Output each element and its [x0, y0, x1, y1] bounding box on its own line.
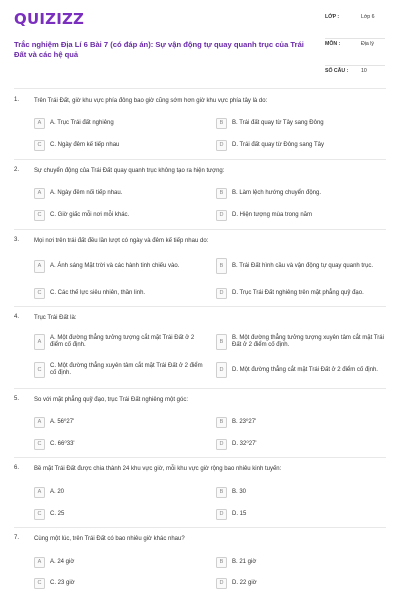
worksheet-title: Trắc nghiệm Địa Lí 6 Bài 7 (có đáp án): Sự vận động tự quay quanh trục của Trái Đất và các hệ quả	[14, 40, 304, 59]
question-text: Cùng một lúc, trên Trái Đất có bao nhiêu giờ khác nhau?	[34, 536, 185, 542]
option-letter: B	[216, 188, 227, 199]
option-letter: D	[216, 140, 227, 151]
option-4b[interactable]	[216, 334, 384, 350]
option-text: C. Giờ giấc mỗi nơi mỗi khác.	[50, 212, 130, 218]
option-7c[interactable]	[34, 578, 204, 589]
meta-class-row	[325, 12, 385, 39]
question-divider	[14, 527, 386, 528]
option-letter: D	[216, 362, 227, 378]
worksheet-meta	[325, 12, 385, 80]
meta-count-label: SỐ CÂU :	[325, 68, 349, 74]
option-7d[interactable]	[216, 578, 384, 589]
option-2a[interactable]	[34, 188, 204, 199]
option-text: D. 32⁰27'	[232, 441, 257, 447]
option-letter: A	[34, 118, 45, 129]
option-letter: B	[216, 557, 227, 568]
option-1c[interactable]	[34, 140, 204, 151]
option-text: C. Ngày đêm kế tiếp nhau	[50, 142, 120, 148]
question-divider	[14, 388, 386, 389]
option-letter: B	[216, 258, 227, 274]
option-letter: D	[216, 288, 227, 299]
option-text: B. Làm lệch hướng chuyển động.	[232, 190, 322, 196]
option-text: A. Ánh sáng Mặt trời và các hành tinh chiếu vào.	[50, 263, 180, 269]
header-divider	[14, 88, 386, 89]
question-divider	[14, 159, 386, 160]
question-text: Bề mặt Trái Đất được chia thành 24 khu vực giờ, mỗi khu vực giờ rộng bao nhiêu kinh tuyến:	[34, 466, 282, 472]
option-text: D. Một đường thẳng cắt mặt Trái Đất ở 2 điểm cố định.	[232, 366, 378, 373]
option-text: B. Trái đất quay từ Tây sang Đông	[232, 120, 324, 126]
meta-subject-value: Địa lý	[361, 41, 374, 47]
option-text: C. 66⁰33'	[50, 441, 75, 447]
option-text: A. 20	[50, 489, 65, 495]
option-letter: B	[216, 118, 227, 129]
option-2b[interactable]	[216, 188, 384, 199]
option-1a[interactable]	[34, 118, 204, 129]
question-divider	[14, 306, 386, 307]
option-4c[interactable]	[34, 362, 208, 378]
question-text: Trục Trái Đất là:	[34, 315, 77, 321]
option-7b[interactable]	[216, 557, 384, 568]
option-4d[interactable]	[216, 362, 384, 378]
option-text: A. Một đường thẳng tưởng tượng cắt mặt Trái Đất ở 2 điểm cố định.	[50, 335, 195, 348]
option-letter: A	[34, 188, 45, 199]
question-number: 3.	[14, 237, 20, 243]
meta-subject-row	[325, 39, 385, 66]
option-text: D. 15	[232, 511, 247, 517]
option-text: A. 56⁰27'	[50, 419, 75, 425]
option-text: D. 22 giờ	[232, 580, 257, 586]
option-letter: C	[34, 362, 45, 378]
option-7a[interactable]	[34, 557, 204, 568]
option-text: D. Trục Trái Đất nghiêng trên mặt phẳng quỹ đạo.	[232, 290, 364, 296]
meta-class-value: Lớp 6	[361, 14, 375, 20]
option-text: B. Trái Đất hình cầu và vận động tự quay quanh trục.	[232, 262, 374, 269]
option-letter: A	[34, 260, 45, 273]
option-letter: B	[216, 334, 227, 350]
option-2d[interactable]	[216, 210, 384, 221]
option-text: C. 23 giờ	[50, 580, 75, 586]
question-text: Sự chuyển động của Trái Đất quay quanh trục không tạo ra hiện tượng:	[34, 168, 225, 174]
option-5d[interactable]	[216, 439, 384, 450]
option-letter: C	[34, 210, 45, 221]
option-1d[interactable]	[216, 140, 384, 151]
option-letter: C	[34, 140, 45, 151]
option-letter: D	[216, 509, 227, 520]
question-text: So với mặt phẳng quỹ đạo, trục Trái Đất nghiêng một góc:	[34, 397, 189, 403]
option-letter: C	[34, 578, 45, 589]
option-4a[interactable]	[34, 334, 208, 350]
option-text: B. 30	[232, 489, 247, 495]
option-letter: C	[34, 439, 45, 450]
option-letter: D	[216, 439, 227, 450]
meta-count-value: 10	[361, 68, 367, 74]
option-5c[interactable]	[34, 439, 204, 450]
question-number: 6.	[14, 465, 20, 471]
option-text: C. Các thế lực siêu nhiên, thần linh.	[50, 290, 146, 296]
question-number: 1.	[14, 97, 20, 103]
option-text: A. 24 giờ	[50, 559, 75, 565]
meta-class-label: LỚP :	[325, 14, 340, 20]
option-letter: A	[34, 487, 45, 498]
quizizz-logo[interactable]: QUIZIZZ	[14, 10, 85, 28]
question-text: Mọi nơi trên trái đất đều lần lượt có ngày và đêm kế tiếp nhau do:	[34, 238, 209, 244]
option-letter: A	[34, 417, 45, 428]
option-5a[interactable]	[34, 417, 204, 428]
question-divider	[14, 229, 386, 230]
option-letter: B	[216, 417, 227, 428]
option-3b[interactable]	[216, 258, 384, 274]
option-letter: C	[34, 509, 45, 520]
option-text: C. 25	[50, 511, 65, 517]
option-text: A. Trục Trái đất nghiêng	[50, 120, 114, 126]
option-text: B. 23⁰27'	[232, 419, 257, 425]
option-text: A. Ngày đêm nối tiếp nhau.	[50, 190, 123, 196]
option-6b[interactable]	[216, 487, 384, 498]
question-number: 7.	[14, 535, 20, 541]
option-6d[interactable]	[216, 509, 384, 520]
meta-count-row	[325, 66, 385, 80]
option-5b[interactable]	[216, 417, 384, 428]
option-text: D. Trái đất quay từ Đông sang Tây	[232, 142, 324, 148]
option-3d[interactable]	[216, 288, 384, 299]
question-divider	[14, 457, 386, 458]
option-letter: D	[216, 578, 227, 589]
question-number: 4.	[14, 314, 20, 320]
option-letter: B	[216, 487, 227, 498]
option-2c[interactable]	[34, 210, 204, 221]
option-letter: C	[34, 288, 45, 299]
option-3a[interactable]	[34, 260, 204, 273]
option-6a[interactable]	[34, 487, 204, 498]
question-number: 5.	[14, 396, 20, 402]
question-number: 2.	[14, 167, 20, 173]
option-text: D. Hiện tượng mùa trong năm	[232, 212, 312, 218]
option-letter: A	[34, 557, 45, 568]
option-text: B. 21 giờ	[232, 559, 257, 565]
meta-subject-label: MÔN :	[325, 41, 341, 47]
option-1b[interactable]	[216, 118, 384, 129]
question-text: Trên Trái Đất, giờ khu vực phía đông bao giờ cũng sớm hơn giờ khu vực phía tây là do:	[34, 98, 268, 104]
option-3c[interactable]	[34, 288, 204, 299]
option-text: C. Một đường thẳng xuyên tâm cắt mặt Trái Đất ở 2 điểm cố định.	[50, 363, 203, 376]
option-letter: A	[34, 334, 45, 350]
option-6c[interactable]	[34, 509, 204, 520]
option-text: B. Một đường thẳng tưởng tượng xuyên tâm cắt mặt Trái Đất ở 2 điểm cố định.	[232, 335, 384, 348]
option-letter: D	[216, 210, 227, 221]
